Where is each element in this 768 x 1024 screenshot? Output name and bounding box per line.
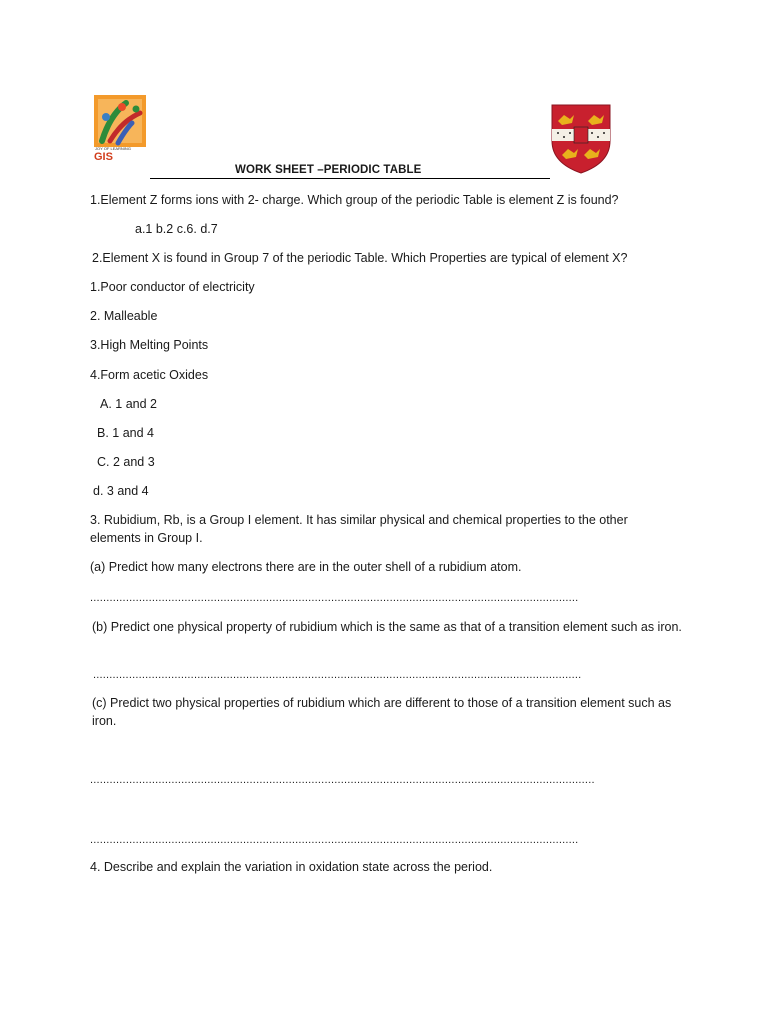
question-1-options: a.1 b.2 c.6. d.7 (135, 222, 218, 236)
logo-text: GIS (94, 151, 113, 161)
answer-line-a: ...................................................................................................................................................... (90, 592, 579, 604)
question-3a-text: (a) Predict how many electrons there are in the outer shell of a rubidium atom. (90, 560, 522, 574)
question-2-text: 2.Element X is found in Group 7 of the periodic Table. Which Properties are typical of element X? (92, 251, 628, 265)
cambridge-crest (550, 103, 612, 175)
question-2-property-4: 4.Form acetic Oxides (90, 368, 209, 382)
question-2-option-a: A. 1 and 2 (100, 397, 157, 411)
question-1-text: 1.Element Z forms ions with 2- charge. Which group of the periodic Table is element Z is found? (90, 193, 619, 207)
question-3-text: 3. Rubidium, Rb, is a Group I element. It has similar physical and chemical properties to the other elements in Group I. (90, 513, 628, 545)
question-3b-text: (b) Predict one physical property of rubidium which is the same as that of a transition element such as iron. (92, 620, 682, 634)
question-2-property-3: 3.High Melting Points (90, 338, 209, 352)
gis-logo (92, 95, 148, 161)
answer-line-c1: ........................................................................................................................................................... (90, 774, 595, 786)
logo-tagline: JOY OF LEARNING (95, 146, 131, 151)
question-2-option-b: B. 1 and 4 (97, 426, 154, 440)
question-3c-text: (c) Predict two physical properties of rubidium which are different to those of a transition element such as iron. (92, 696, 672, 728)
question-2-property-2: 2. Malleable (90, 309, 158, 323)
answer-line-b: ...................................................................................................................................................... (93, 669, 582, 681)
answer-line-c2: ...................................................................................................................................................... (90, 834, 579, 846)
question-4-text: 4. Describe and explain the variation in oxidation state across the period. (90, 860, 493, 874)
question-2-option-c: C. 2 and 3 (97, 455, 155, 469)
question-2-option-d: d. 3 and 4 (93, 484, 149, 498)
question-2-property-1: 1.Poor conductor of electricity (90, 280, 255, 294)
page-title: WORK SHEET –PERIODIC TABLE (235, 164, 422, 176)
